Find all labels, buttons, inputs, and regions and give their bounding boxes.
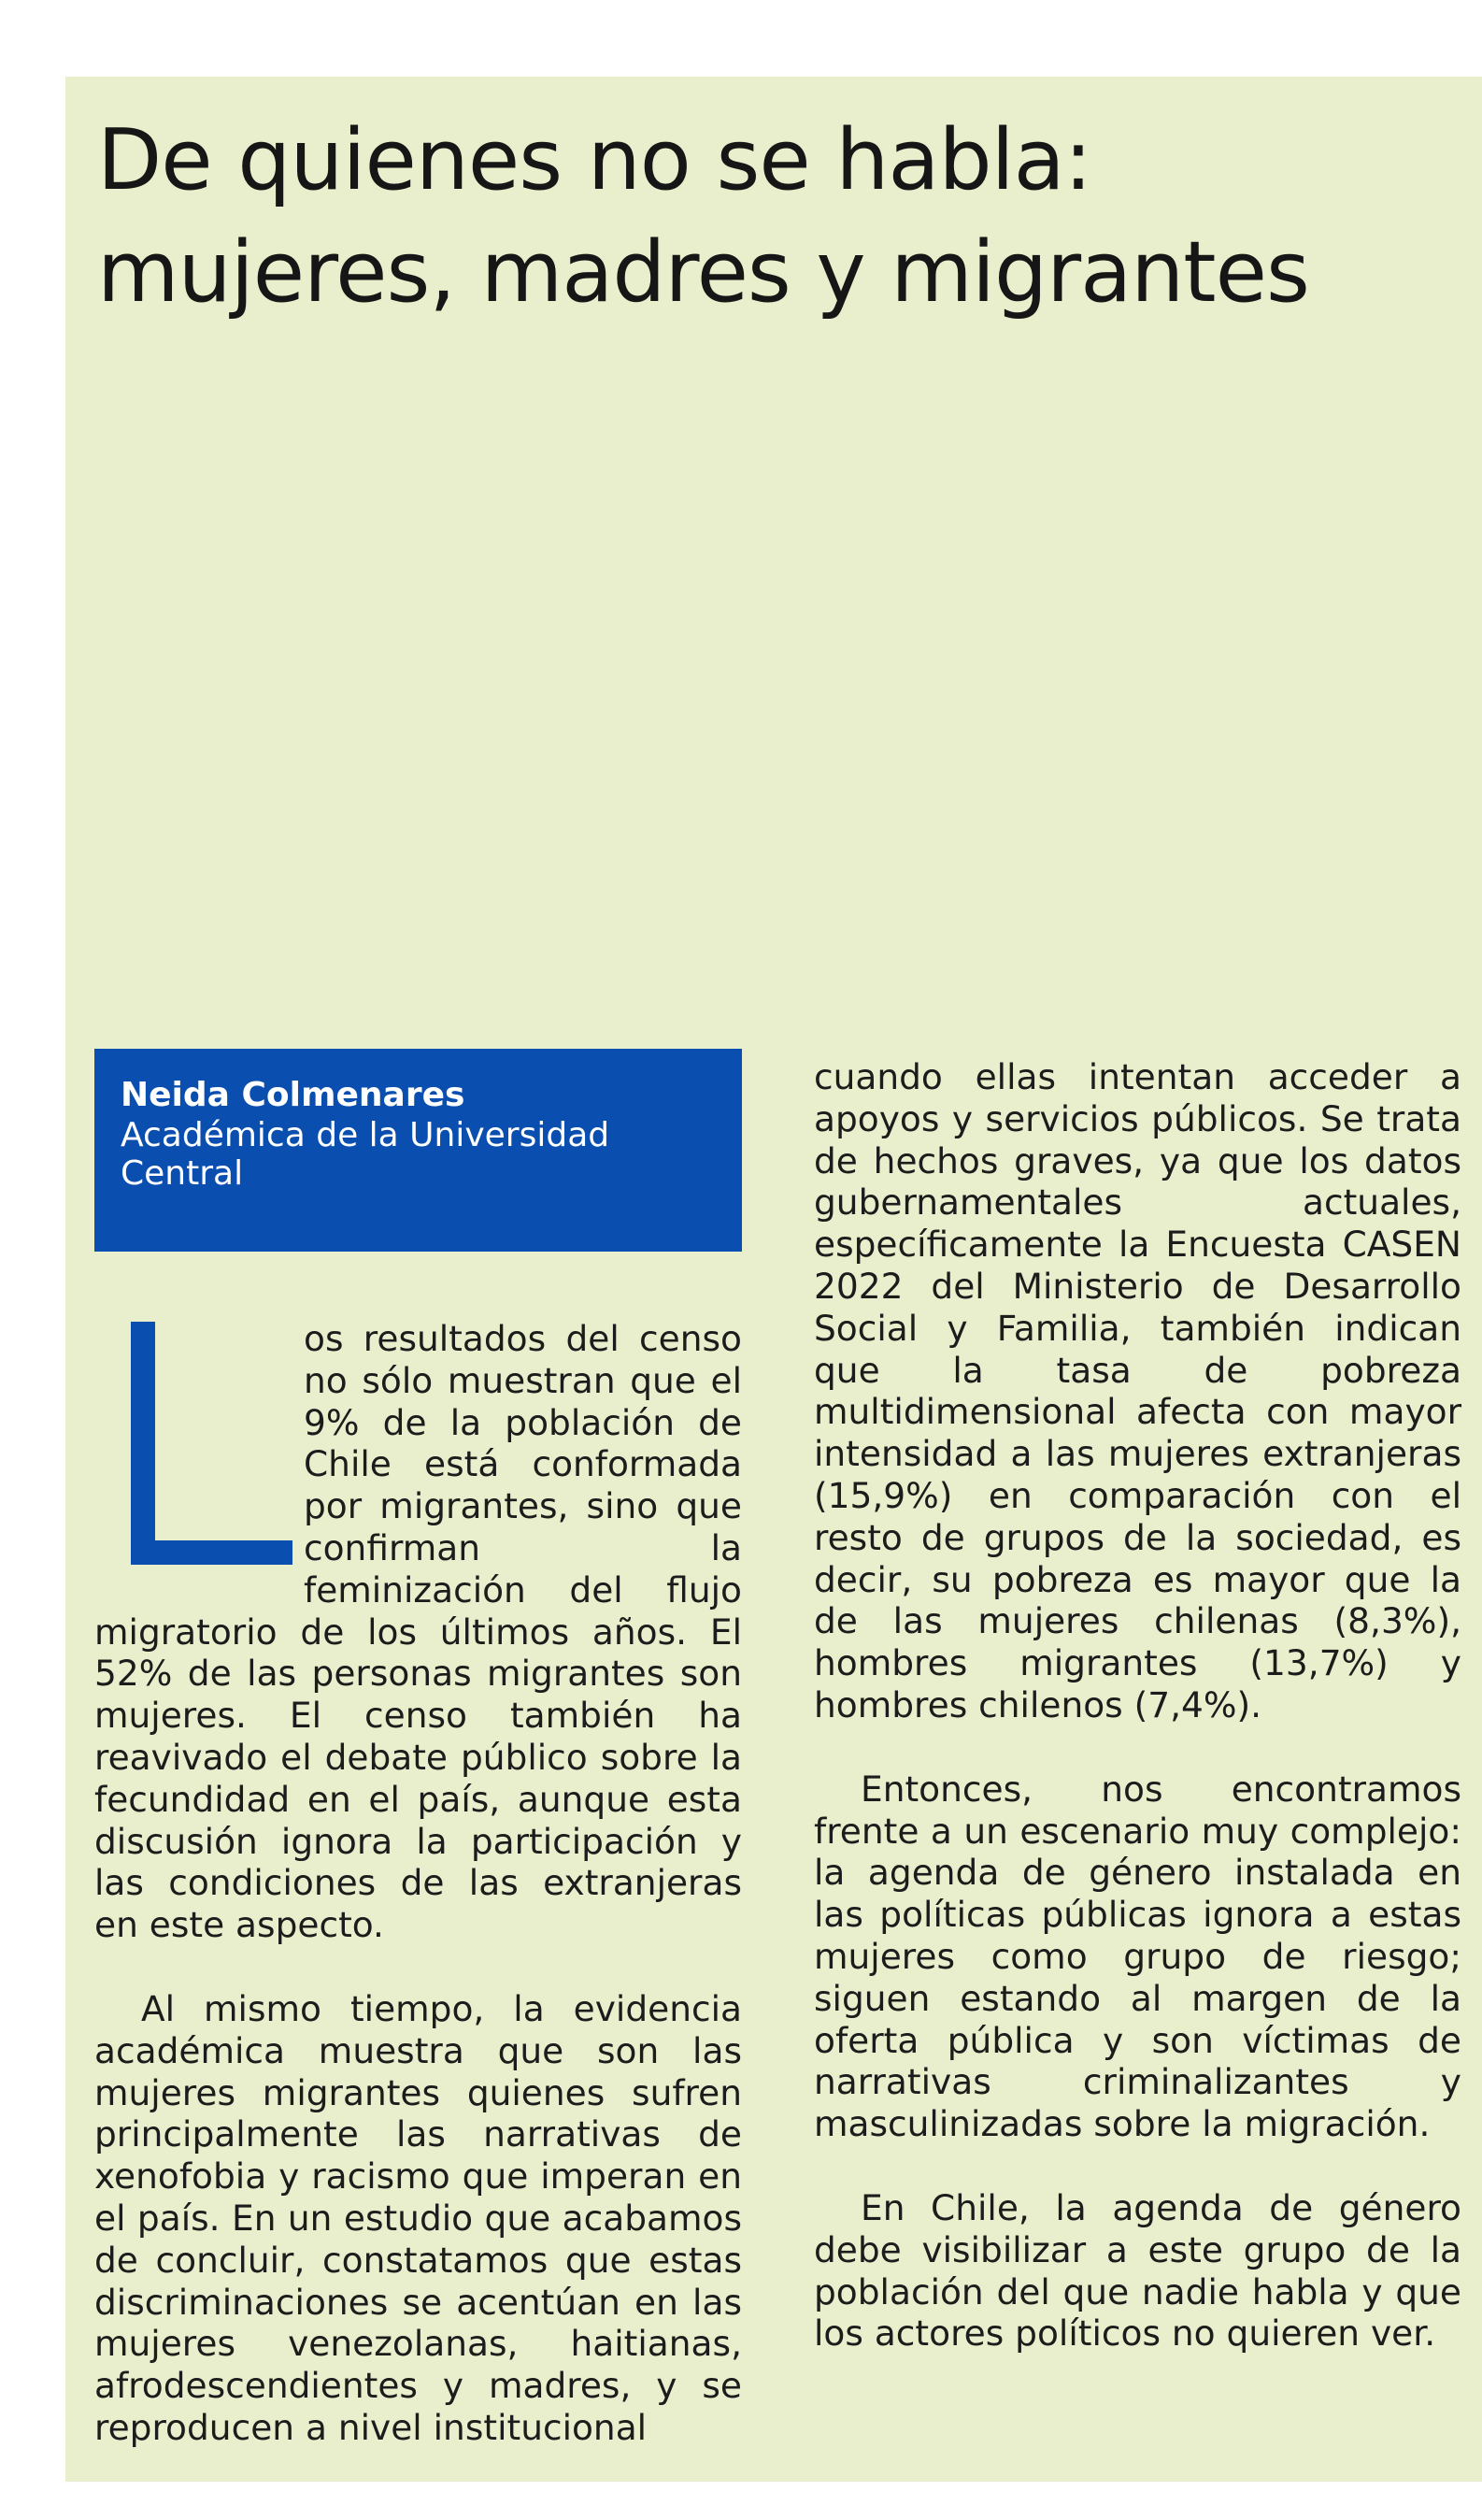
left-column bbox=[94, 1318, 742, 2449]
paragraph-2-continued: cuando ellas intentan acceder a apoyos y servicios públicos. Se trata de hechos graves, ya que los datos gubernamentales actuales, específicamente la Encuesta CASEN 2022 del Ministerio de Desarrollo Social y Familia, también indican que la tasa de pobreza multidimensional afecta con mayor intensidad a las mujeres extranjeras (15,9%) en comparación con el resto de grupos de la sociedad, es decir, su pobreza es mayor que la de las mujeres chilenas (8,3%), hombres migrantes (13,7%) y hombres chilenos (7,4%). bbox=[814, 1056, 1461, 1725]
paragraph-2: Al mismo tiempo, la evidencia académica muestra que son las mujeres migrantes quienes sufren principalmente las narrativas de xenofobia y racismo que imperan en el país. En un estudio que acabamos de concluir, constatamos que estas discriminaciones se acentúan en las mujeres venezolanas, haitianas, afrodescendientes y madres, y se reproducen a nivel institucional bbox=[94, 1987, 742, 2448]
paragraph-3: Entonces, nos encontramos frente a un escenario muy complejo: la agenda de género instalada en las políticas públicas ignora a estas mujeres como grupo de riesgo; siguen estando al margen de la oferta pública y son víctimas de narrativas criminalizantes y masculinizadas sobre la migración. bbox=[814, 1768, 1461, 2145]
article-title: De quienes no se habla: mujeres, madres y migrantes bbox=[97, 111, 1309, 322]
right-column bbox=[814, 1056, 1461, 2355]
paragraph-4: En Chile, la agenda de género debe visibilizar a este grupo de la población del que nadie habla y que los actores políticos no quieren ver. bbox=[814, 2186, 1461, 2355]
drop-cap-letter bbox=[94, 1318, 294, 1570]
author-role: Académica de la Universidad Central bbox=[121, 1116, 610, 1193]
author-box bbox=[94, 1049, 742, 1252]
author-name: Neida Colmenares bbox=[121, 1076, 465, 1114]
paragraph-1: os resultados del censo no sólo muestran que el 9% de la población de Chile está conformada por migrantes, sino que confirman la feminización del flujo migratorio de los últimos años. El 52% de las personas migrantes son mujeres. El censo también ha reavivado el debate público sobre la fecundidad en el país, aunque esta discusión ignora la participación y las condiciones de las extranjeras en este aspecto. bbox=[94, 1318, 742, 1946]
